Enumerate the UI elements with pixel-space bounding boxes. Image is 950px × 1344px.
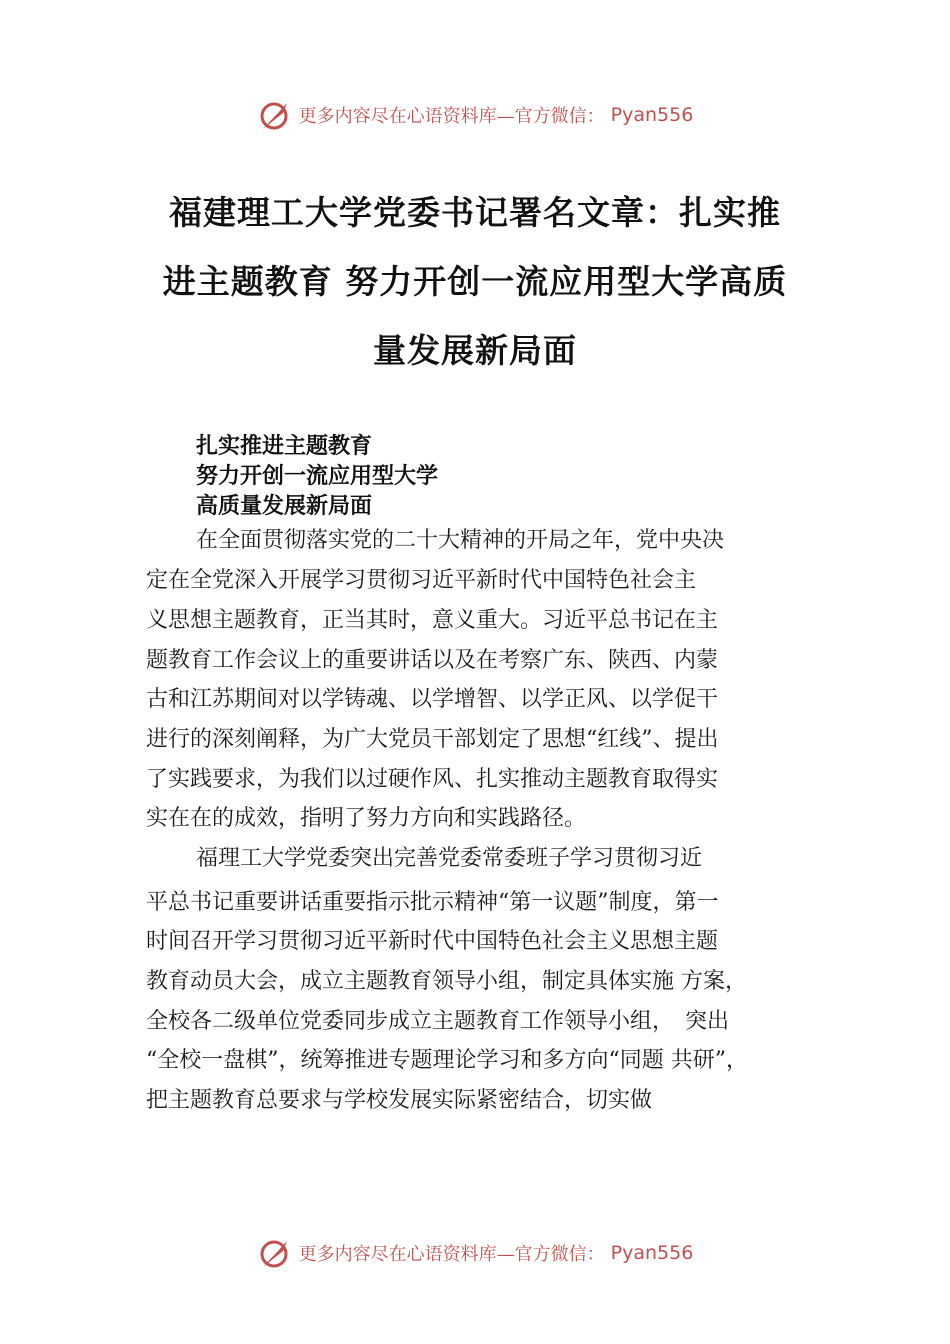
body-line: 进行的深刻阐释，为广大党员干部划定了思想“红线”、提出 xyxy=(146,727,719,752)
body-line: 了实践要求，为我们以过硬作风、扎实推动主题教育取得实 xyxy=(146,767,719,792)
body-line: 古和江苏期间对以学铸魂、以学增智、以学正风、以学促干 xyxy=(146,687,719,712)
body-line: 把主题教育总要求与学校发展实际紧密结合，切实做 xyxy=(146,1088,653,1113)
body-line: 时间召开学习贯彻习近平新时代中国特色社会主义思想主题 xyxy=(146,929,719,954)
body-line: “全校一盘棋”，统筹推进专题理论学习和多方向“同题 共研”， xyxy=(146,1048,748,1073)
subheading-line: 扎实推进主题教育 xyxy=(196,434,373,459)
body-line: 题教育工作会议上的重要讲话以及在考察广东、陕西、内蒙 xyxy=(146,648,719,673)
body-line: 在全面贯彻落实党的二十大精神的开局之年，党中央决 xyxy=(196,528,725,553)
body-line: 定在全党深入开展学习贯彻习近平新时代中国特色社会主 xyxy=(146,568,697,593)
banner-text: 更多内容尽在心语资料库—官方微信： xyxy=(298,1244,605,1265)
banner-text: 更多内容尽在心语资料库—官方微信： xyxy=(298,106,605,127)
body-line: 平总书记重要讲话重要指示批示精神“第一议题”制度，第一 xyxy=(146,890,719,915)
body-line: 福理工大学党委突出完善党委常委班子学习贯彻习近 xyxy=(196,846,703,871)
body-line: 教育动员大会，成立主题教育领导小组，制定具体实施 方案， xyxy=(146,969,747,994)
title-line: 进主题教育 努力开创一流应用型大学高质 xyxy=(162,262,788,301)
footer-banner xyxy=(0,1233,950,1273)
header-banner xyxy=(0,95,950,135)
title-line: 量发展新局面 xyxy=(373,331,577,370)
wechat-id: Pyan556 xyxy=(610,104,694,126)
document-title xyxy=(140,178,810,385)
title-line: 福建理工大学党委书记署名文章：扎实推 xyxy=(169,193,781,232)
body-line: 全校各二级单位党委同步成立主题教育工作领导小组， 突出 xyxy=(146,1009,730,1034)
subheading-block xyxy=(196,432,438,522)
quill-logo-icon xyxy=(257,97,293,133)
body-line: 实在在的成效，指明了努力方向和实践路径。 xyxy=(146,806,587,831)
subheading-line: 努力开创一流应用型大学 xyxy=(196,464,439,489)
wechat-id: Pyan556 xyxy=(610,1242,694,1264)
subheading-line: 高质量发展新局面 xyxy=(196,494,373,519)
quill-logo-icon xyxy=(257,1235,293,1271)
body-line: 义思想主题教育，正当其时，意义重大。习近平总书记在主 xyxy=(146,608,719,633)
